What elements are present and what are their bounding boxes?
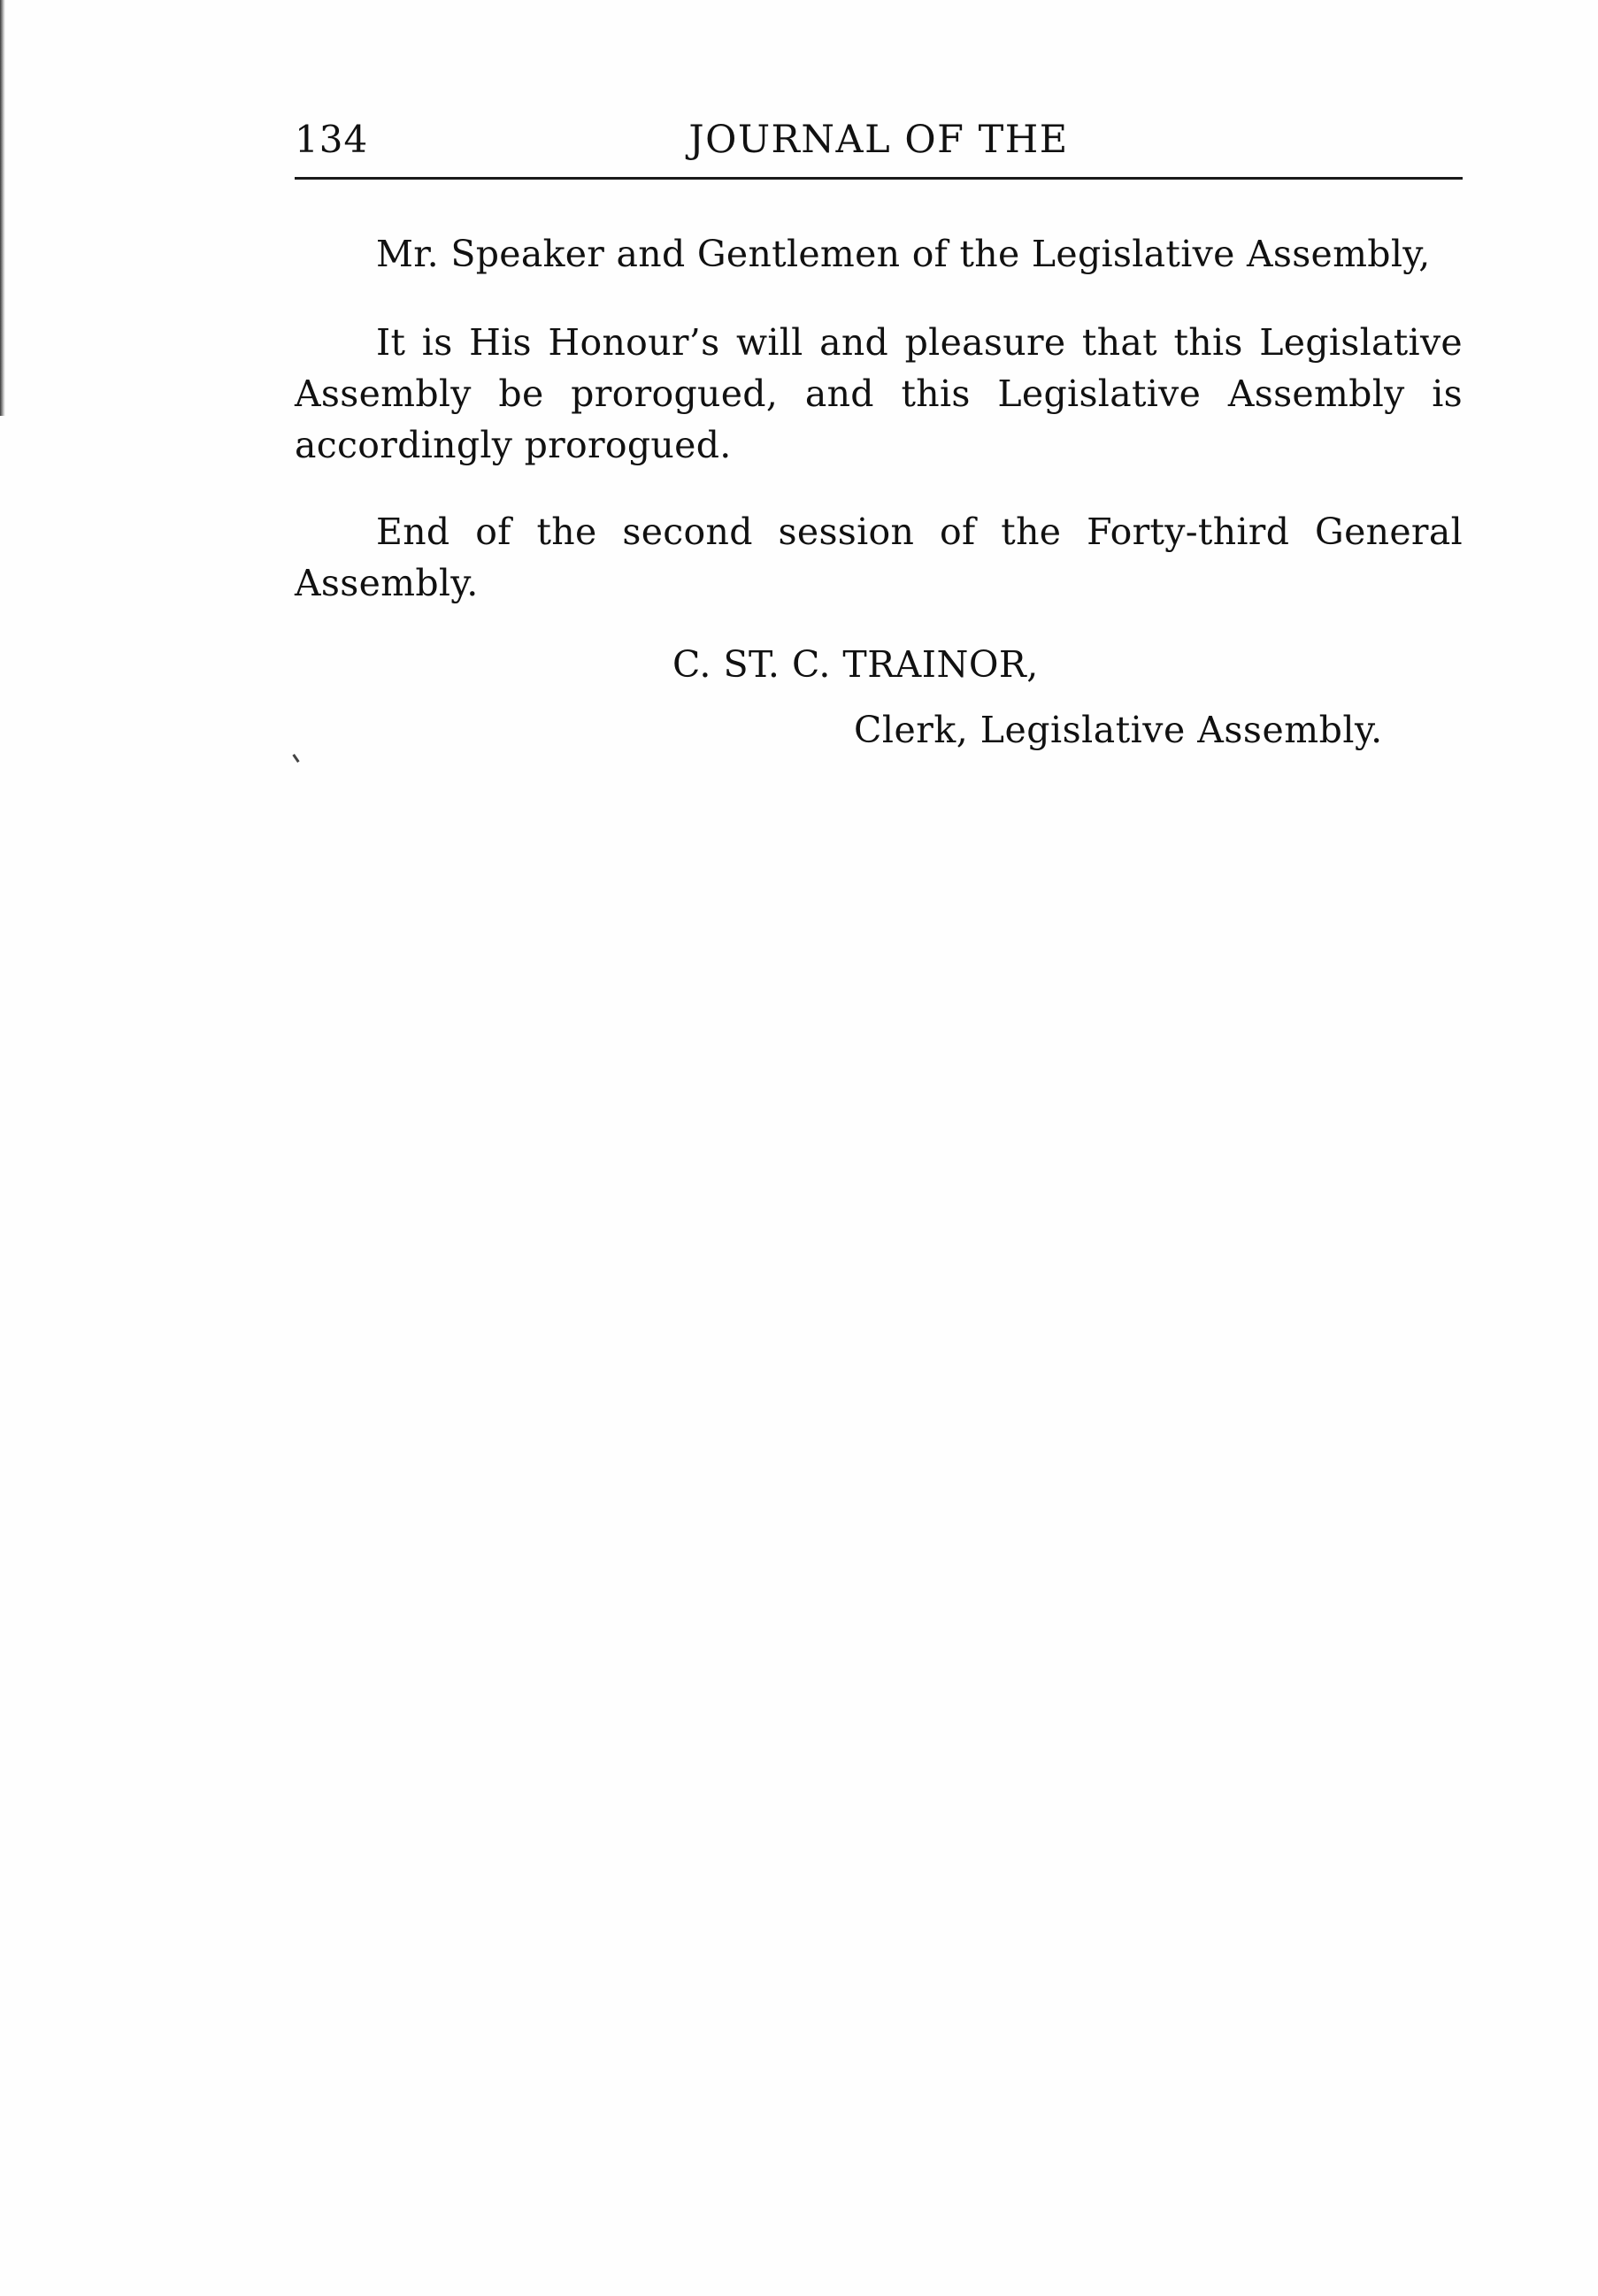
running-head: JOURNAL OF THE bbox=[688, 118, 1069, 162]
header-rule bbox=[295, 177, 1463, 180]
page-number: 134 bbox=[295, 118, 369, 161]
session-end-paragraph: End of the second session of the Forty-third General Assembly. bbox=[295, 511, 1463, 604]
page-edge-shadow bbox=[0, 0, 5, 416]
salutation: Mr. Speaker and Gentlemen of the Legislative Assembly, bbox=[376, 233, 1431, 275]
prorogation-paragraph: It is His Honour’s will and pleasure that this Legislative Assembly be prorogued, and this Legislative Assembly is accordingly prorogued. bbox=[295, 321, 1463, 466]
clerk-name: C. ST. C. TRAINOR, bbox=[672, 643, 1039, 686]
ink-speck bbox=[292, 754, 299, 763]
clerk-title: Clerk, Legislative Assembly. bbox=[854, 709, 1383, 751]
page-header bbox=[295, 113, 1463, 166]
